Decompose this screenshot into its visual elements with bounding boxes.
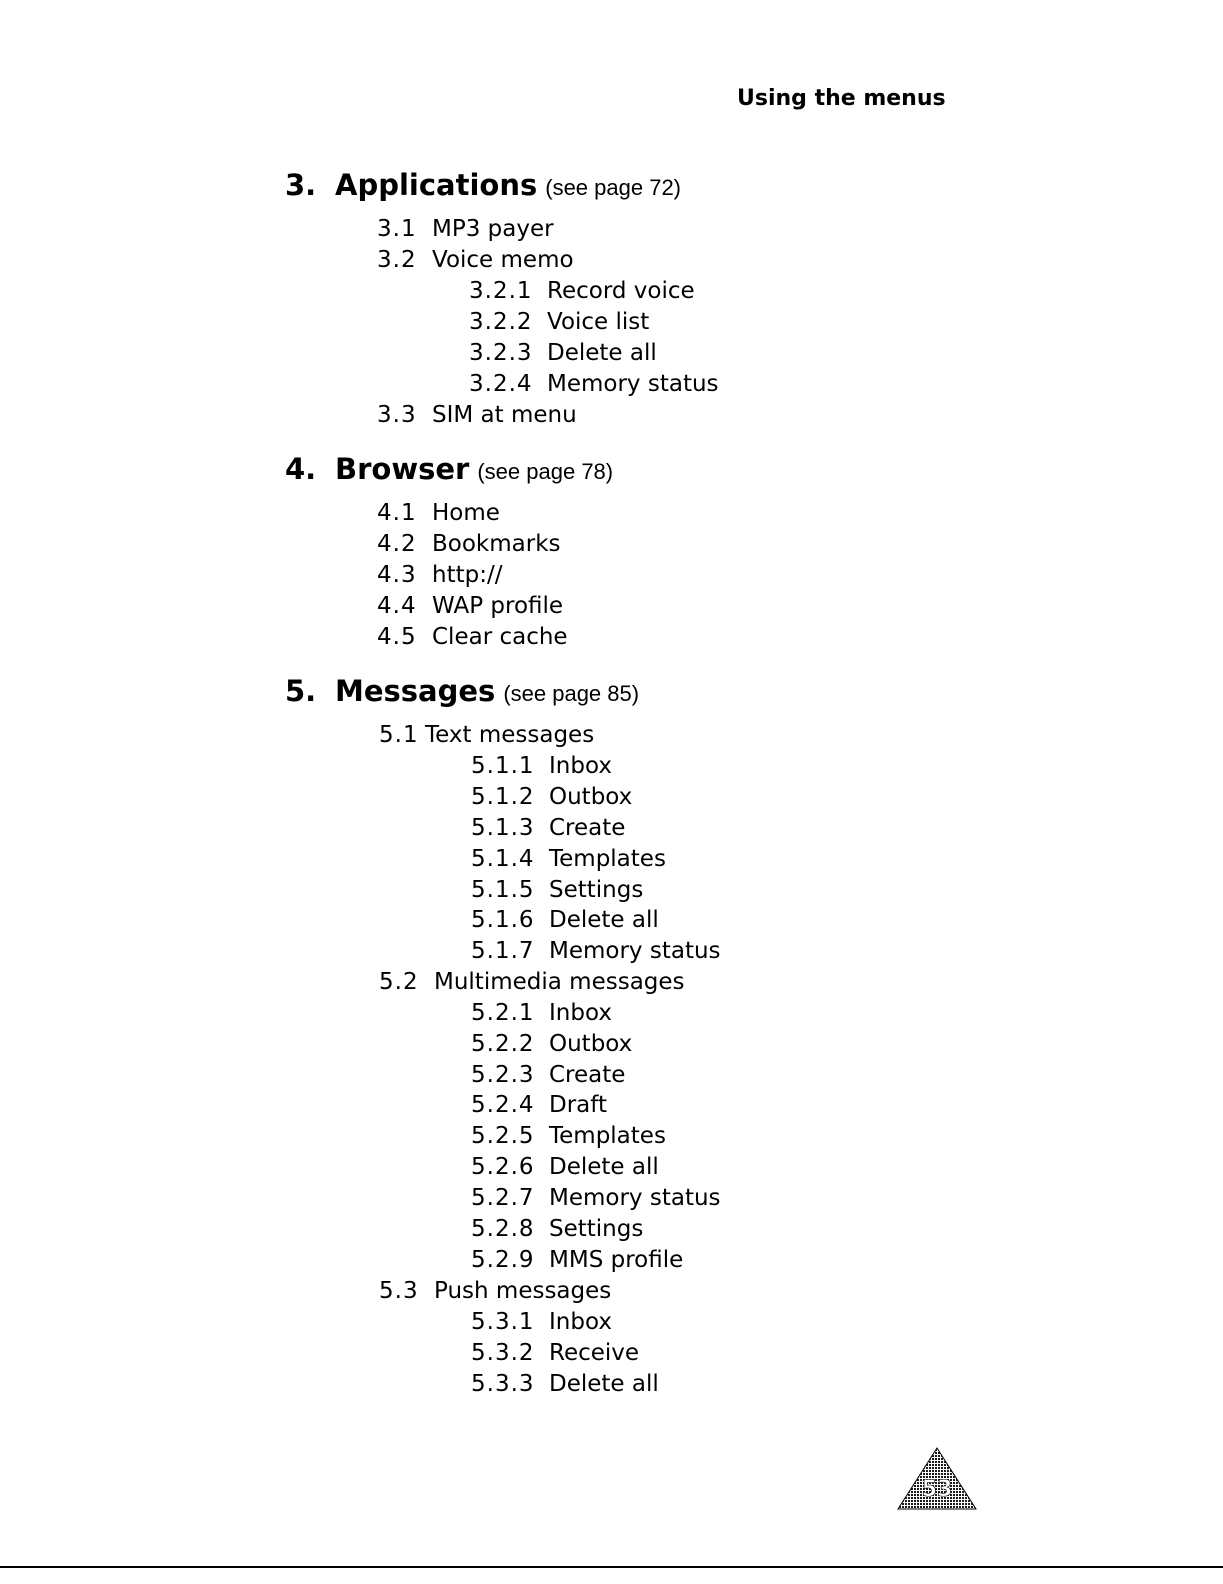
item-label: Memory status — [549, 1185, 721, 1211]
item-label: Voice memo — [432, 247, 574, 273]
item-number: 5.2.8 — [471, 1216, 535, 1242]
section-number: 5. — [285, 674, 317, 708]
menu-item-5-2-7 — [471, 1184, 721, 1212]
running-header: Using the menus — [737, 86, 946, 111]
item-number: 4.5 — [377, 624, 417, 650]
triangle-page-number-icon — [896, 1446, 978, 1512]
section-number: 3. — [285, 168, 317, 202]
item-number: 5.1 — [379, 722, 419, 748]
menu-item-5-3 — [379, 1277, 611, 1305]
item-number: 3.2.3 — [469, 340, 533, 366]
item-number: 5.3 — [379, 1278, 419, 1304]
section-heading-messages — [285, 674, 639, 708]
section-name: Messages — [335, 674, 496, 708]
page-number: 53 — [921, 1477, 953, 1502]
menu-item-4-3 — [377, 561, 502, 589]
page-reference: (see page 85) — [503, 681, 640, 706]
item-label: MMS profile — [549, 1247, 684, 1273]
menu-item-3-2-1 — [469, 277, 695, 305]
menu-item-5-1-5 — [471, 876, 643, 904]
item-number: 4.1 — [377, 500, 417, 526]
item-label: SIM at menu — [432, 402, 577, 428]
menu-item-4-2 — [377, 530, 561, 558]
menu-item-5-1-2 — [471, 783, 632, 811]
menu-item-4-4 — [377, 592, 563, 620]
menu-item-5-2-6 — [471, 1153, 659, 1181]
item-label: Settings — [549, 877, 644, 903]
menu-item-3-2-3 — [469, 339, 657, 367]
item-number: 3.3 — [377, 402, 417, 428]
item-number: 5.2.3 — [471, 1062, 535, 1088]
item-label: Templates — [549, 846, 666, 872]
item-number: 5.2 — [379, 969, 419, 995]
item-label: Clear cache — [432, 624, 568, 650]
menu-item-5-3-2 — [471, 1339, 639, 1367]
menu-item-5-2-2 — [471, 1030, 632, 1058]
section-number: 4. — [285, 452, 317, 486]
menu-item-5-3-1 — [471, 1308, 612, 1336]
item-label: WAP profile — [432, 593, 564, 619]
menu-item-3-2-2 — [469, 308, 649, 336]
page-reference: (see page 78) — [477, 459, 614, 484]
menu-item-5-1-4 — [471, 845, 666, 873]
item-number: 5.1.5 — [471, 877, 535, 903]
menu-item-3-2-4 — [469, 370, 719, 398]
section-name: Browser — [335, 452, 470, 486]
menu-item-5-3-3 — [471, 1370, 659, 1398]
item-number: 5.2.7 — [471, 1185, 535, 1211]
item-number: 5.2.5 — [471, 1123, 535, 1149]
item-label: Outbox — [549, 1031, 633, 1057]
item-number: 5.2.2 — [471, 1031, 535, 1057]
item-label: Delete all — [549, 1154, 659, 1180]
item-label: Multimedia messages — [434, 969, 685, 995]
menu-item-4-5 — [377, 623, 568, 651]
menu-item-5-2-4 — [471, 1091, 607, 1119]
item-number: 3.1 — [377, 216, 417, 242]
item-number: 4.2 — [377, 531, 417, 557]
item-label: Memory status — [549, 938, 721, 964]
item-number: 5.2.9 — [471, 1247, 535, 1273]
menu-item-5-2-9 — [471, 1246, 683, 1274]
item-number: 5.1.6 — [471, 907, 535, 933]
item-label: Delete all — [549, 1371, 659, 1397]
item-number: 3.2.2 — [469, 309, 533, 335]
item-label: Create — [549, 1062, 626, 1088]
item-label: Inbox — [549, 1000, 612, 1026]
item-label: http:// — [432, 562, 503, 588]
menu-item-5-1-1 — [471, 752, 612, 780]
menu-item-5-2-1 — [471, 999, 612, 1027]
item-number: 3.2.4 — [469, 371, 533, 397]
menu-item-5-2 — [379, 968, 685, 996]
section-heading-browser — [285, 452, 613, 486]
page-reference: (see page 72) — [545, 175, 682, 200]
item-number: 5.3.2 — [471, 1340, 535, 1366]
item-label: Text messages — [425, 722, 595, 748]
item-label: Inbox — [549, 1309, 612, 1335]
item-number: 3.2 — [377, 247, 417, 273]
item-label: Draft — [549, 1092, 607, 1118]
menu-item-5-2-5 — [471, 1122, 666, 1150]
item-number: 5.1.3 — [471, 815, 535, 841]
section-heading-applications — [285, 168, 681, 202]
item-label: Home — [432, 500, 500, 526]
section-name: Applications — [335, 168, 538, 202]
item-number: 5.3.3 — [471, 1371, 535, 1397]
item-number: 5.1.7 — [471, 938, 535, 964]
menu-item-4-1 — [377, 499, 500, 527]
item-label: Bookmarks — [432, 531, 561, 557]
item-number: 5.1.1 — [471, 753, 535, 779]
menu-item-3-3 — [377, 401, 577, 429]
item-label: Inbox — [549, 753, 612, 779]
menu-item-5-1-3 — [471, 814, 625, 842]
item-label: Settings — [549, 1216, 644, 1242]
item-label: Delete all — [549, 907, 659, 933]
menu-item-5-1-6 — [471, 906, 659, 934]
item-label: Record voice — [547, 278, 695, 304]
item-label: Templates — [549, 1123, 666, 1149]
item-number: 5.2.4 — [471, 1092, 535, 1118]
menu-item-5-2-3 — [471, 1061, 625, 1089]
menu-item-5-2-8 — [471, 1215, 643, 1243]
menu-item-5-1 — [379, 721, 594, 749]
menu-item-5-1-7 — [471, 937, 721, 965]
item-label: MP3 payer — [432, 216, 554, 242]
item-number: 5.2.1 — [471, 1000, 535, 1026]
item-number: 4.4 — [377, 593, 417, 619]
item-number: 4.3 — [377, 562, 417, 588]
item-number: 5.1.2 — [471, 784, 535, 810]
item-number: 5.1.4 — [471, 846, 535, 872]
item-label: Receive — [549, 1340, 640, 1366]
menu-item-3-1 — [377, 215, 554, 243]
item-label: Memory status — [547, 371, 719, 397]
item-number: 3.2.1 — [469, 278, 533, 304]
menu-item-3-2 — [377, 246, 574, 274]
item-number: 5.2.6 — [471, 1154, 535, 1180]
item-label: Push messages — [434, 1278, 612, 1304]
item-number: 5.3.1 — [471, 1309, 535, 1335]
item-label: Create — [549, 815, 626, 841]
item-label: Voice list — [547, 309, 650, 335]
bottom-rule — [0, 1566, 1223, 1568]
item-label: Delete all — [547, 340, 657, 366]
item-label: Outbox — [549, 784, 633, 810]
